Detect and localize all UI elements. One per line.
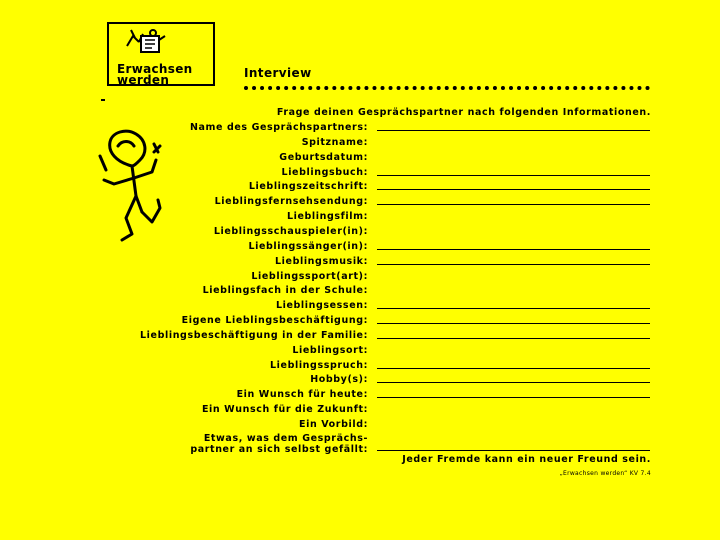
form-label-last-line-2: partner an sich selbst gefällt: (190, 444, 368, 455)
form-label: Name des Gesprächspartners: (189, 122, 368, 133)
form-label: Hobby(s): (310, 374, 368, 386)
form-label: Lieblingszeitschrift: (248, 181, 368, 193)
form-label: Lieblingsspruch: (270, 359, 368, 371)
answer-line[interactable] (377, 368, 650, 369)
logo-figure-icon (121, 28, 167, 56)
form-label-last-line-1: Etwas, was dem Gesprächs- (203, 433, 368, 444)
stick-figure-illustration (96, 126, 192, 250)
answer-line-last[interactable] (377, 450, 650, 451)
answer-line[interactable] (377, 382, 650, 383)
form-label: Lieblingsfernsehsendung: (214, 196, 368, 208)
form-label: Ein Wunsch für heute: (236, 389, 368, 401)
form-label: Lieblingsfilm: (286, 211, 368, 223)
form-label: Lieblingsschauspieler(in): (213, 225, 368, 237)
form-label: Lieblingsort: (292, 344, 368, 356)
form-label: Spitzname: (301, 136, 368, 148)
logo-line-2: werden (117, 73, 170, 87)
form-label: Lieblingsbuch: (281, 166, 368, 178)
answer-line[interactable] (377, 308, 650, 309)
form-label: Eigene Lieblingsbeschäftigung: (181, 315, 368, 327)
answer-line[interactable] (377, 204, 650, 205)
form-label: Lieblingssänger(in): (248, 240, 368, 252)
form-label-last (190, 433, 368, 455)
answer-line[interactable] (377, 264, 650, 265)
dotted-divider (244, 86, 650, 90)
answer-line[interactable] (377, 323, 650, 324)
form-label: Lieblingsessen: (275, 300, 368, 312)
page-title: Interview (244, 66, 312, 80)
answer-line[interactable] (377, 338, 650, 339)
logo-box (107, 22, 215, 86)
source-credit: „Erwachsen werden“ KV 7.4 (559, 470, 651, 477)
form-label: Lieblingssport(art): (251, 270, 368, 282)
form-label: Geburtsdatum: (279, 151, 368, 163)
logo-text (117, 64, 192, 86)
instructions-text: Frage deinen Gesprächspartner nach folgenden Informationen. (276, 107, 651, 118)
form-label: Ein Wunsch für die Zukunft: (201, 404, 368, 416)
form-label: Lieblingsbeschäftigung in der Familie: (140, 329, 368, 341)
answer-line[interactable] (377, 189, 650, 190)
form-label: Ein Vorbild: (299, 419, 368, 430)
answer-line[interactable] (377, 249, 650, 250)
answer-line[interactable] (377, 130, 650, 131)
form-label: Lieblingsfach in der Schule: (202, 285, 368, 297)
answer-line[interactable] (377, 397, 650, 398)
dash-mark (101, 99, 105, 101)
answer-line[interactable] (377, 175, 650, 176)
form-label: Lieblingsmusik: (275, 255, 368, 267)
closing-statement: Jeder Fremde kann ein neuer Freund sein. (402, 454, 651, 465)
logo-line-1: Erwachsen (117, 62, 193, 76)
